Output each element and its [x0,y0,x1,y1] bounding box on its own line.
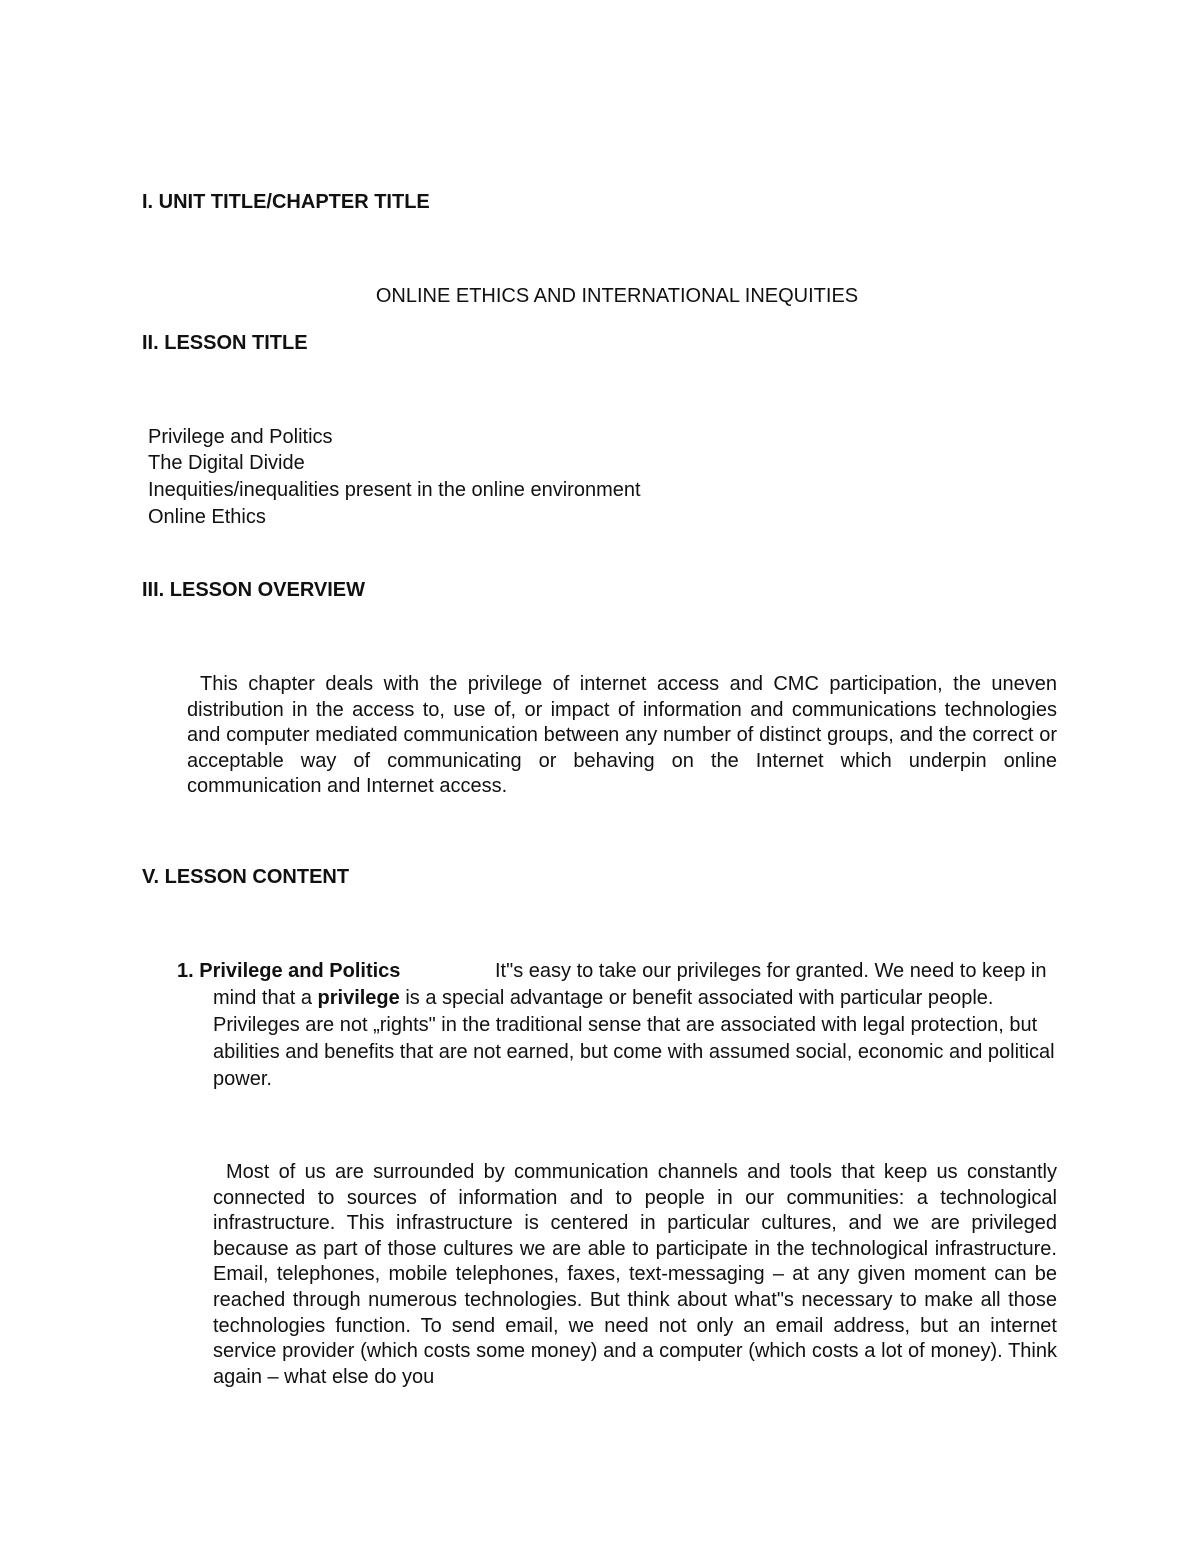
lesson-overview-heading: III. LESSON OVERVIEW [142,579,366,601]
lesson-content-heading: V. LESSON CONTENT [142,866,350,888]
infrastructure-paragraph [213,1160,1057,1390]
lesson-overview-text: This chapter deals with the privilege of internet access and CMC participation, the uneven distribution in the access to, use of, or impact of information and communications technologies and computer mediated communication between any number of distinct groups, and the correct or acceptable way of communicating or behaving on the Internet which underpin online communication and Internet access. [187,673,1057,798]
privilege-politics-title: 1. Privilege and Politics [177,960,401,982]
lesson-title-item: Privilege and Politics [148,426,333,448]
lesson-title-item: Inequities/inequalities present in the online environment [148,479,641,501]
privilege-term: privilege [317,987,400,1009]
privilege-text-end: is a special advantage or benefit associated with particular people. Privileges are not „rights" in the traditional sense that are associated with legal protection, but abilities and benefits that are not earned, but come with assumed social, economic and political power. [213,987,1055,1090]
lesson-title-item: The Digital Divide [148,452,305,474]
lesson-title-item: Online Ethics [148,506,266,528]
privilege-text-start: It"s easy to take our privileges for granted. We need to keep in mind that a [213,960,1047,1009]
unit-title-heading: I. UNIT TITLE/CHAPTER TITLE [142,191,430,213]
privilege-politics-paragraph [213,958,1063,1093]
infrastructure-text: Most of us are surrounded by communication channels and tools that keep us constantly connected to sources of information and to people in our communities: a technological infrastructure. This infrastructure is centered in particular cultures, and we are privileged because as part of those cultures we are able to participate in the technological infrastructure. Email, telephones, mobile telephones, faxes, text-messaging – at any given moment can be reached through numerous technologies. But think about what"s necessary to make all those technologies function. To send email, we need not only an email address, but an internet service provider (which costs some money) and a computer (which costs a lot of money). Think again – what else do you [213,1161,1057,1388]
lesson-overview-paragraph [187,672,1057,800]
lesson-title-heading: II. LESSON TITLE [142,332,308,354]
unit-title: ONLINE ETHICS AND INTERNATIONAL INEQUITIES [375,285,859,307]
